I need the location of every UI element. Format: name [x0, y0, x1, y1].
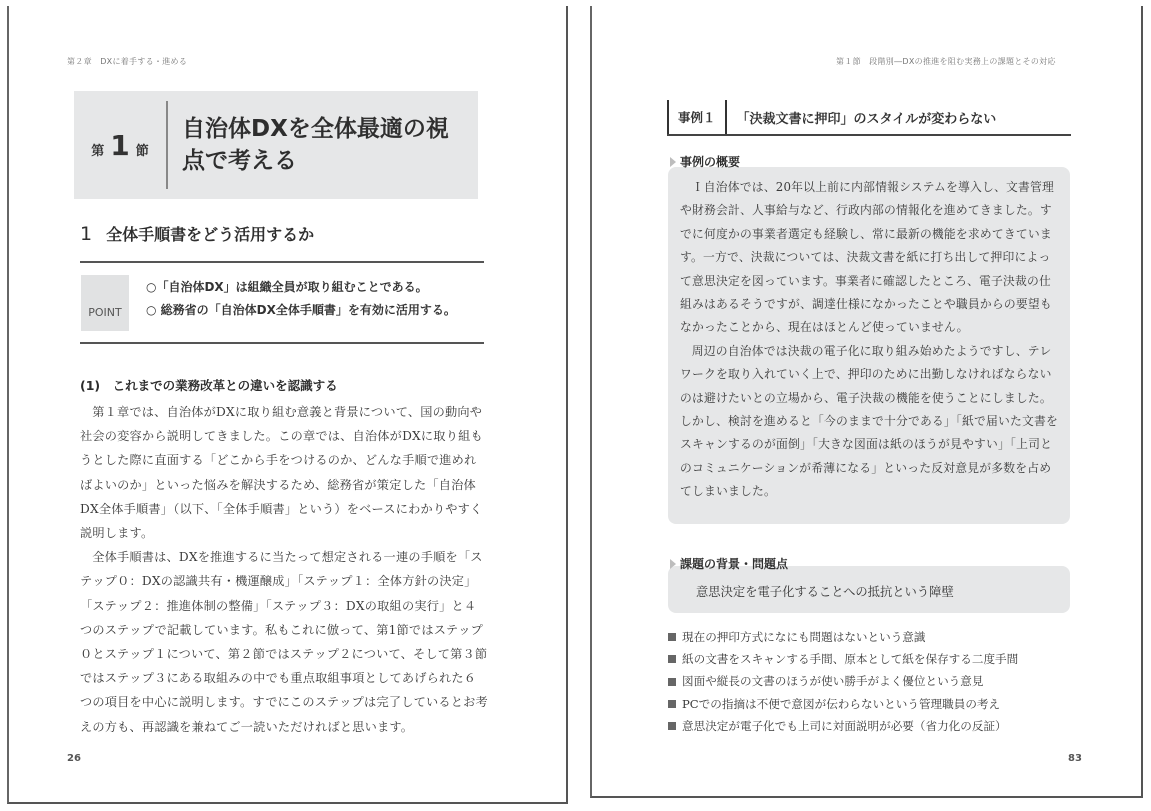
- square-bullet-icon: [668, 722, 676, 730]
- issue-summary: 意思決定を電子化することへの抵抗という障壁: [696, 585, 954, 599]
- paragraph: 第１章では、自治体がDXに取り組む意義と背景について、国の動向や社会の変容から説明してきました。この章では、自治体がDXに取り組もうとした際に直面する「どこから手をつけるのか、どんな手順で進めればよいのか」といった悩みを解決するため、総務省が策定した「自治体DX全体手順書」（以下、「全体手順書」という）をベースにわかりやすく説明します。: [80, 405, 483, 541]
- point-label: POINT: [81, 275, 129, 331]
- page-number-right: 83: [1068, 753, 1082, 764]
- section-title-box: [74, 91, 478, 199]
- list-item-text: 図面や縦長の文書のほうが使い勝手がよく優位という意見: [682, 674, 984, 689]
- point-items: [146, 276, 456, 322]
- section-prefix: 第: [91, 143, 105, 159]
- heading-1-number: 1: [80, 223, 93, 245]
- issue-bullet-list: [668, 626, 1018, 737]
- case-header: [667, 100, 1071, 136]
- point-bottom-rule: [80, 342, 484, 344]
- square-bullet-icon: [668, 678, 676, 686]
- overview-heading-text: 事例の概要: [680, 155, 741, 169]
- square-bullet-icon: [668, 655, 676, 663]
- section-title: 自治体DXを全体最適の視点で考える: [182, 116, 449, 174]
- running-head-left: 第２章 DXに着手する・進める: [67, 57, 188, 66]
- triangle-right-icon: [670, 157, 676, 167]
- square-bullet-icon: [668, 633, 676, 641]
- list-item: [668, 715, 1018, 737]
- list-item-text: 意思決定が電子化でも上司に対面説明が必要（省力化の反証）: [682, 718, 1007, 733]
- section-number: [74, 129, 166, 162]
- list-item: [668, 693, 1018, 715]
- issues-heading-text: 課題の背景・問題点: [680, 557, 789, 571]
- heading-1-text: 全体手順書をどう活用するか: [106, 225, 315, 244]
- square-bullet-icon: [668, 700, 676, 708]
- issues-heading: [670, 555, 788, 572]
- paragraph: 全体手順書は、DXを推進するに当たって想定される一連の手順を「ステップ０：DXの認識共有・機運醸成」「ステップ１：全体方針の決定」「ステップ２：推進体制の整備」「ステップ３：DXの取組の実行」と４つのステップで記載しています。私もこれに倣って、第1節ではステップ０とステップ１について、第２節ではステップ２について、そして第３節ではステップ３にある取組みの中でも重点取組事項としてあげられた６つの項目を中心に説明します。すでにこのステップは完了しているとお考えの方も、再認識を兼ねてご一読いただければと思います。: [80, 550, 488, 734]
- paragraph: Ｉ自治体では、20年以上前に内部情報システムを導入し、文書管理や財務会計、人事給与など、行政内部の情報化を進めてきました。すでに何度かの事業者選定も経験し、常に最新の機能を求めてきています。一方で、決裁については、決裁文書を紙に打ち出して押印によって意思決定を図っています。事業者に確認したところ、電子決裁の仕組みはあるそうですが、調達仕様になかったことや職員からの要望もなかったことから、現在はほとんど使っていません。: [680, 180, 1054, 335]
- list-item: [668, 648, 1018, 670]
- heading-2: (1) これまでの業務改革との違いを認識する: [80, 378, 338, 393]
- point-top-rule: [80, 261, 484, 263]
- left-body-text: [80, 400, 488, 739]
- case-title: 「決裁文書に押印」のスタイルが変わらない: [736, 111, 997, 127]
- list-item: [668, 670, 1018, 692]
- list-item-text: 紙の文書をスキャンする手間、原本として紙を保存する二度手間: [682, 652, 1019, 667]
- list-item-text: PCでの指摘は不便で意図が伝わらないという管理職員の考え: [682, 696, 1001, 711]
- case-tag: 事例１: [678, 110, 716, 125]
- heading-1: [80, 222, 314, 245]
- paragraph: 周辺の自治体では決裁の電子化に取り組み始めたようですし、テレワークを取り入れていく上で、押印のために出勤しなければならないのは避けたいとの立場から、電子決裁の機能を使うことにしました。しかし、検討を進めると「今のままで十分である」「紙で届いた文書をスキャンするのが面倒」「大きな図面は紙のほうが見やすい」「上司とのコミュニケーションが希薄になる」といった反対意見が多数を占めてしまいました。: [680, 343, 1059, 499]
- list-item: [668, 626, 1018, 648]
- page-number-left: 26: [67, 753, 81, 764]
- point-item: ○ 総務省の「自治体DX全体手順書」を有効に活用する。: [146, 303, 456, 317]
- overview-heading: [670, 153, 740, 170]
- list-item-text: 現在の押印方式になにも問題はないという意識: [682, 630, 926, 644]
- triangle-right-icon: [670, 559, 676, 569]
- section-number-value: 1: [110, 128, 130, 162]
- point-item: ○「自治体DX」は組織全員が取り組むことである。: [146, 280, 428, 294]
- running-head-right: 第１節 段階別―DXの推進を阻む実務上の課題とその対応: [836, 57, 1056, 66]
- overview-body-text: [680, 176, 1060, 504]
- section-suffix: 節: [135, 143, 149, 159]
